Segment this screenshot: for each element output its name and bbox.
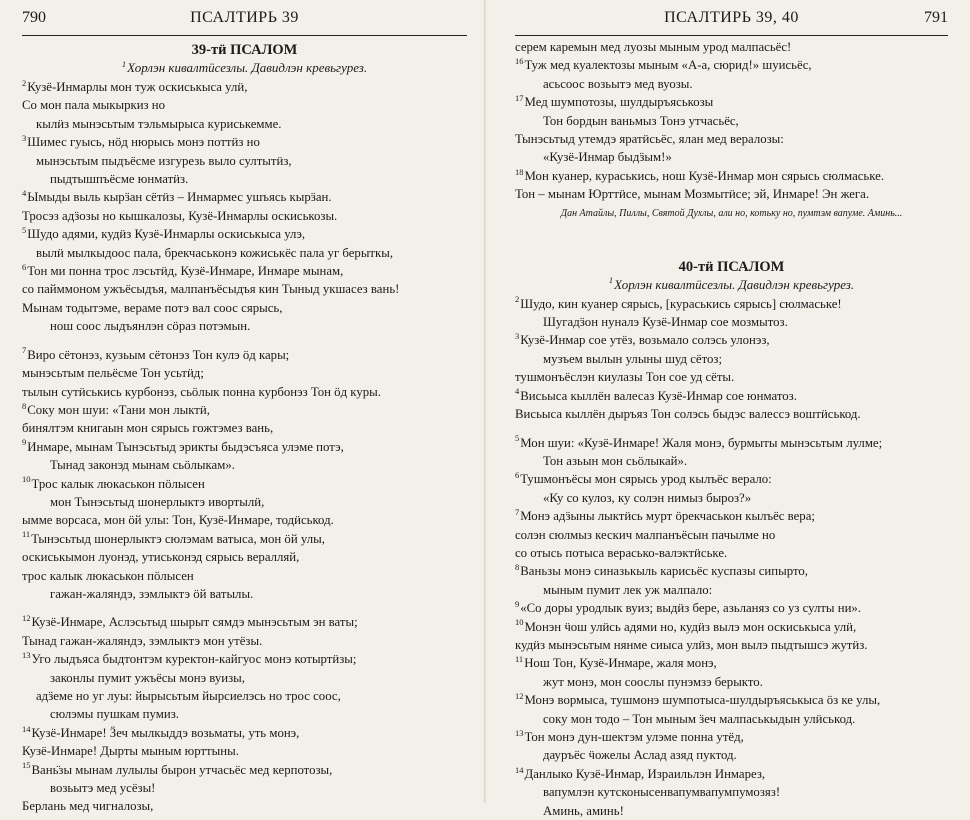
verse-number: 16 (515, 56, 524, 67)
verse-line (22, 78, 467, 96)
verse-text: нош соос лыдъянлэн сӧраз потэмын. (50, 319, 251, 334)
verse-text: Кузё-Инмаре! Дырты мыным юрттыны. (22, 744, 239, 759)
verse-number: 14 (22, 723, 31, 734)
verse-line (22, 650, 467, 668)
verse-text: Кузё-Инмар сое утёз, возьмало солэсь улонэз, (520, 333, 770, 348)
verse-text: Монэ вормыса, тушмонэ шумпотыса-шулдыръяськыса ӧз ке улы, (524, 693, 881, 708)
verse-line (22, 632, 467, 650)
verse-line (22, 742, 467, 760)
verse-number: 14 (515, 764, 524, 775)
verse-line (515, 710, 948, 728)
verse-line (22, 244, 467, 262)
verse-line (515, 654, 948, 672)
verse-text: мынэсьтым пыдъёсме изгурезь выло султытӥз, (36, 153, 292, 168)
verse-text: мыным пумит лек уж малпало: (543, 582, 713, 597)
page-number: 790 (22, 9, 46, 26)
verse-line (515, 167, 948, 185)
verse-line (22, 96, 467, 114)
stanza-gap (515, 424, 948, 434)
verse-text: дауръёс ӵожелы Аслад азяд пуктод. (543, 748, 737, 763)
psalm-subtitle-text: Хорлэн кивалтӥсезлы. Давидлэн кревьгурез. (614, 276, 855, 292)
verse-number: 3 (515, 331, 520, 342)
verse-line (22, 188, 467, 206)
verse-text: Шимес гуысь, нӧд нюрысь монэ поттӥз но (27, 135, 260, 150)
verse-text: кылӥз мынэсьтым тэльмырыса куриськемме. (36, 116, 282, 131)
page-number: 791 (924, 9, 948, 26)
verse-line (22, 567, 467, 585)
verse-number: 15 (22, 760, 31, 771)
verse-text: бинялтэм книгаын мон сярысь гожтэмез вань, (22, 421, 274, 436)
section-gap (515, 219, 948, 255)
verse-text: Нош Тон, Кузё-Инмаре, жаля монэ, (524, 656, 717, 671)
verse-text: тылын сутӥськись курбонэз, сьӧлык понна курбонэз Тон ӧд куры. (22, 384, 381, 399)
verse-line (22, 779, 467, 797)
verse-line (22, 401, 467, 419)
verse-text: сюлэмы пушкам пумиз. (50, 707, 179, 722)
verse-text: соку мон тодо – Тон мыным ӟеч малпаськыдын улӥськод. (543, 711, 856, 726)
verse-line (22, 262, 467, 280)
verse-text: солэн сюлмыз кескич малпанъёсын пачылме но (515, 527, 776, 542)
verse-number: 7 (22, 345, 27, 356)
stanza-gap (22, 603, 467, 613)
verse-line (22, 724, 467, 742)
verse-text: со пайммоном ужъёсыдъя, малпанъёсыдъя кин Тыныд укшасез вань! (22, 282, 400, 297)
verse-number: 3 (22, 132, 27, 143)
verse-text: законлы пумит ужъёсы монэ вуизы, (50, 670, 245, 685)
verse-line (515, 56, 948, 74)
verse-number: 17 (515, 92, 524, 103)
verse-line (515, 783, 948, 801)
verse-line (22, 115, 467, 133)
psalm-continuation (515, 38, 948, 204)
verse-text: Тон – мынам Юрттӥсе, мынам Мозмытӥсе; эй, Инмаре! Эн жега. (515, 187, 870, 202)
verse-text: Тон азьын мон сьӧлыкай». (543, 453, 688, 468)
verse-number: 18 (515, 166, 524, 177)
verse-text: Уго лыдъяса быдтонтэм куректон-кайгуос монэ котыртӥзы; (31, 652, 357, 667)
doxology: Дан Атайлы, Пиллы, Святой Духлы, али но, котьку но, пумтэм вапуме. Аминь... (560, 207, 903, 219)
verse-line (22, 687, 467, 705)
verse-line (515, 331, 948, 349)
verse-text: Туж мед куалектозы мыным «А-а, сюрид!» шуисьёс, (524, 58, 812, 73)
verse-line (515, 93, 948, 111)
verse-number: 13 (22, 649, 31, 660)
verse-line (22, 383, 467, 401)
verse-line (22, 152, 467, 170)
verse-text: Кузё-Инмаре, Аслэсьтыд шырыт сямдэ мынэсьтым эн ваты; (31, 615, 358, 630)
verse-line (515, 526, 948, 544)
verse-number: 12 (515, 690, 524, 701)
verse-text: Шудо, кин куанер сярысь, [кураськись сярысь] сюлмаське! (520, 296, 842, 311)
verse-text: Шугадӟон нуналэ Кузё-Инмар сое мозмытоз. (543, 315, 788, 330)
verse-text: «Со доры уродлык вуиз; выдӥз бере, азьланяз со уз султы ни». (520, 601, 862, 616)
verse-text: жут монэ, мон соослы пунэмзэ берыкто. (543, 674, 763, 689)
verse-line (515, 405, 948, 423)
verse-text: Тон бордын ваньмыз Тонэ утчасьёс, (543, 113, 739, 128)
verse-text: трос калык люкаськон пӧлысен (22, 568, 194, 583)
verse-text: мон Тынэсьтыд шонерлыктэ ивортылӥ, (50, 494, 265, 509)
verse-line (22, 280, 467, 298)
psalm-body (22, 78, 467, 816)
verse-number: 8 (515, 562, 520, 573)
verse-text: Мон куанер, кураськись, нош Кузё-Инмар мон сярысь сюлмаське. (524, 168, 885, 183)
running-head: ПСАЛТИРЬ 39, 40 (664, 9, 799, 26)
verse-line (22, 419, 467, 437)
verse-text: Мед шумпотозы, шулдыръяськозы (524, 95, 714, 110)
verse-line (515, 618, 948, 636)
verse-text: Висьыса кыллён дыръяз Тон солэсь быдэс валессэ воштӥськод. (515, 407, 861, 422)
verse-text: Соку мон шуи: «Тани мон лыктӥ, (27, 402, 210, 417)
verse-text: Монэ адӟыны лыктӥсь мурт ӧрекчаськон кылъёс вера; (520, 509, 815, 524)
verse-line (22, 705, 467, 723)
verse-number: 11 (515, 654, 524, 665)
verse-line (22, 133, 467, 151)
verse-text: Монэн ӵош улӥсь адями но, кудӥз вылэ мон оскиськыса улӥ, (524, 619, 857, 634)
verse-number: 11 (22, 529, 31, 540)
verse-text: Тынад законэд мынам сьӧлыкам». (50, 458, 235, 473)
verse-text: возьытэ мед усёзы! (50, 781, 156, 796)
verse-number: 10 (515, 617, 524, 628)
verse-number: 6 (22, 261, 27, 272)
verse-line (22, 585, 467, 603)
running-head: ПСАЛТИРЬ 39 (190, 9, 299, 26)
verse-text: Инмаре, мынам Тынэсьтыд эрикты быдэсъяса улэме потэ, (27, 439, 344, 454)
verse-line (22, 669, 467, 687)
verse-line (515, 313, 948, 331)
verse-line (22, 456, 467, 474)
verse-text: Тынэсьтыд утемдэ яратӥсьёс, ялан мед вералозы: (515, 132, 784, 147)
verse-text: музъем вылын улыны шуд сётоз; (543, 351, 723, 366)
verse-text: оскиськымон луонэд, утиськонэд сярысь вералляй, (22, 550, 300, 565)
verse-number: 2 (515, 294, 520, 305)
right-page-header (515, 0, 948, 38)
verse-line (515, 562, 948, 580)
psalm-title: 39-тӥ ПСАЛОМ (191, 42, 298, 58)
verse-line (515, 746, 948, 764)
verse-number: 1 (608, 275, 614, 286)
verse-line (515, 673, 948, 691)
verse-line (22, 438, 467, 456)
verse-text: Тросэз адӟозы но кышкалозы, Кузё-Инмарлы оскиськозы. (22, 208, 338, 223)
header-rule (515, 35, 948, 36)
verse-number: 4 (22, 188, 27, 199)
verse-text: тушмонъёслэн киулазы Тон сое уд сёты. (515, 370, 735, 385)
verse-line (22, 225, 467, 243)
verse-line (515, 368, 948, 386)
verse-line (515, 387, 948, 405)
psalm-title: 40-тӥ ПСАЛОМ (678, 258, 785, 275)
verse-line (22, 317, 467, 335)
verse-text: Тон ми понна трос лэсьтӥд, Кузё-Инмаре, Инмаре мынам, (27, 264, 344, 279)
verse-text: мынэсьтым пельёсме Тон усьтӥд; (22, 366, 204, 381)
verse-text: кудӥз мынэсьтым нянме сиыса улӥз, мон вылэ пыдтышсэ жутӥз. (515, 637, 868, 652)
verse-line (22, 170, 467, 188)
verse-text: Ваньзы монэ синазькыль карисьёс куспазы сипырто, (520, 564, 808, 579)
verse-line (515, 544, 948, 562)
verse-line (22, 797, 467, 815)
verse-number: 6 (515, 470, 520, 481)
verse-line (22, 548, 467, 566)
verse-line (515, 452, 948, 470)
verse-number: 9 (515, 598, 520, 609)
verse-text: Кузё-Инмарлы мон туж оскиськыса улӥ, (27, 80, 248, 94)
verse-line (515, 185, 948, 203)
verse-line (515, 38, 948, 56)
verse-text: вылӥ мылкыдоос пала, брекчаськонэ кожиськёс пала уг берыткы, (36, 245, 394, 260)
verse-line (515, 350, 948, 368)
verse-text: Трос калык люкаськон пӧлысен (31, 476, 205, 491)
verse-text: Ымыды выль кырӟан сётӥз – Инмармес ушъясь кырӟан. (27, 190, 332, 205)
verse-text: со отысь потыса верасько-валэктӥське. (515, 545, 728, 560)
verse-text: вапумлэн кутсконысенвапумвапумпумозяз! (543, 785, 781, 800)
verse-line (515, 489, 948, 507)
verse-text: Шудо адями, кудӥз Кузё-Инмарлы оскиськыса улэ, (27, 227, 306, 242)
verse-line (515, 470, 948, 488)
verse-line (515, 599, 948, 617)
verse-text: «Кузё-Инмар быдӟым!» (543, 150, 672, 165)
verse-text: Мынам тодытэме, вераме потэ вал соос сярысь, (22, 300, 283, 315)
verse-line (515, 112, 948, 130)
verse-number: 7 (515, 506, 520, 517)
psalm-subtitle (22, 60, 467, 76)
verse-line (515, 581, 948, 599)
psalm-subtitle (515, 277, 948, 293)
verse-line (515, 691, 948, 709)
verse-text: Берлань мед чигналозы, (22, 799, 154, 814)
verse-line (22, 207, 467, 225)
verse-text: Висьыса кыллён валесаз Кузё-Инмар сое юнматоз. (520, 388, 797, 403)
verse-text: Тынэсьтыд шонерлыктэ сюлэмам ватыса, мон ӧй улы, (31, 531, 325, 546)
verse-line (515, 434, 948, 452)
verse-line (515, 75, 948, 93)
verse-text: Данлыко Кузё-Инмар, Израильлэн Инмарез, (524, 766, 766, 781)
verse-line (22, 761, 467, 779)
verse-number: 4 (515, 386, 520, 397)
stanza-gap (22, 336, 467, 346)
verse-number: 2 (22, 77, 27, 88)
verse-line (515, 507, 948, 525)
verse-text: Аминь, аминь! (543, 803, 624, 818)
verse-number: 12 (22, 613, 31, 624)
verse-text: гажан-жаляндэ, зэмлыктэ ӧй ватылы. (50, 586, 254, 601)
verse-line (22, 530, 467, 548)
verse-text: Со мон пала мыкыркиз но (22, 98, 166, 113)
left-page (0, 0, 485, 814)
verse-text: Кузё-Инмаре! Ӟеч мылкыддэ возьматы, уть монэ, (31, 725, 300, 740)
verse-line (22, 475, 467, 493)
left-page-header (22, 0, 467, 38)
verse-text: Виро сётонэз, кузьым сётонэз Тон кулэ ӧд кары; (27, 347, 290, 362)
verse-number: 13 (515, 727, 524, 738)
verse-line (515, 802, 948, 820)
verse-number: 1 (121, 58, 127, 69)
verse-text: ымме ворсаса, мон ӧй улы: Тон, Кузё-Инмаре, тодӥськод. (22, 513, 334, 528)
verse-text: асьсоос возьытэ мед вуозы. (543, 76, 693, 91)
verse-line (515, 148, 948, 166)
verse-text: Тон монэ дун-шектэм улэме понна утёд, (524, 730, 744, 744)
verse-number: 5 (515, 433, 520, 444)
verse-line (515, 130, 948, 148)
verse-line (22, 613, 467, 631)
verse-line (22, 511, 467, 529)
verse-number: 5 (22, 224, 27, 235)
verse-number: 10 (22, 474, 31, 485)
verse-line (22, 364, 467, 382)
verse-line (22, 346, 467, 364)
verse-line (515, 295, 948, 313)
verse-number: 8 (22, 400, 27, 411)
verse-text: пыдтышпъёсме юнматӥз. (50, 172, 189, 187)
verse-line (515, 728, 948, 746)
verse-line (515, 636, 948, 654)
verse-text: адӟеме но уг луы: йырысьтым йырсиелэсь но трос соос, (36, 689, 341, 703)
verse-text: Вань̈зы мынам лулылы бырон утчасьёс мед керпотозы, (31, 762, 333, 777)
header-rule (22, 35, 467, 36)
verse-line (22, 493, 467, 511)
psalm-body (515, 295, 948, 820)
verse-text: Мон шуи: «Кузё-Инмаре! Жаля монэ, бурмыты мынэсьтым лулме; (520, 435, 883, 450)
psalm-subtitle-text: Хорлэн кивалтӥсезлы. Давидлэн кревьгурез. (127, 60, 368, 75)
right-page (485, 0, 970, 818)
verse-text: Тушмонъёсы мон сярысь урод кылъёс верало: (520, 472, 772, 487)
verse-text: Тынад гажан-жаляндэ, зэмлыктэ мон утёзы. (22, 633, 263, 648)
verse-number: 9 (22, 437, 27, 448)
verse-line (515, 765, 948, 783)
verse-text: «Ку со кулоз, ку солэн нимыз быроз?» (543, 490, 752, 505)
verse-line (22, 299, 467, 317)
verse-text: серем каремын мед луозы мыным урод малпасьёс! (515, 40, 792, 54)
